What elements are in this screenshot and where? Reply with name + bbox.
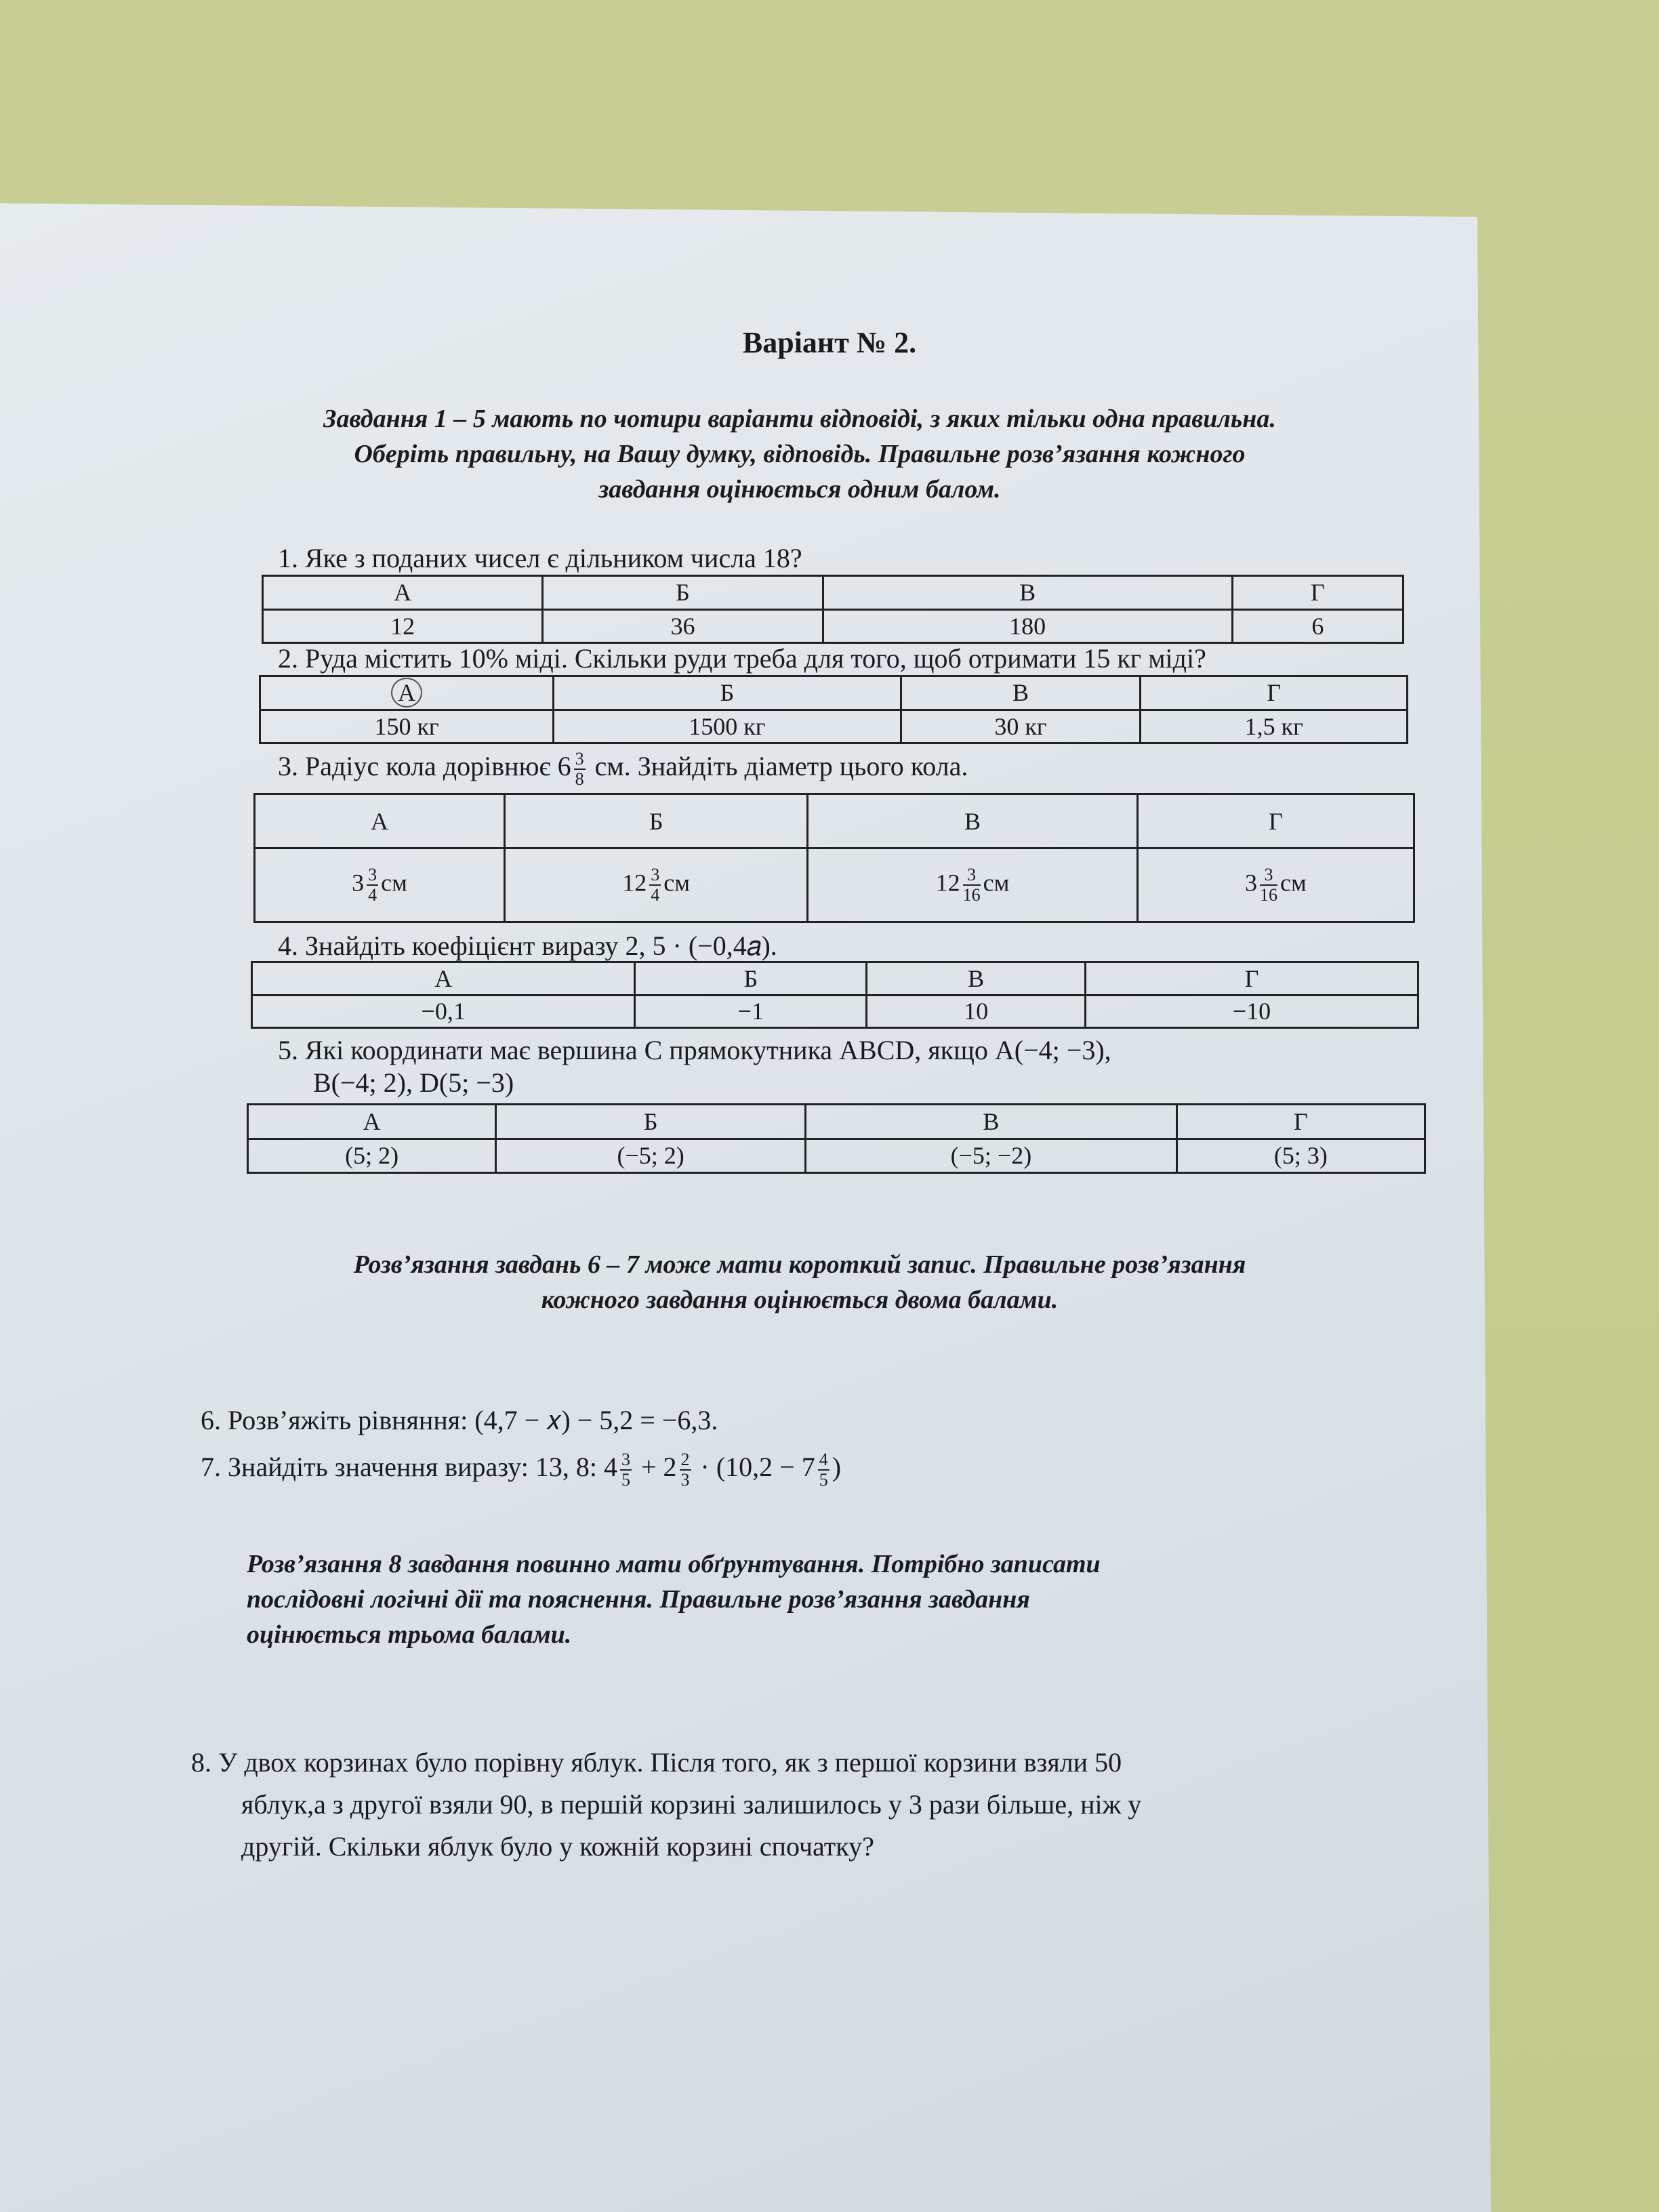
instructions-3 (247, 1547, 1399, 1652)
instruction-line: оцінюється трьома балами. (247, 1620, 572, 1649)
question-3-text-end: см. Знайдіть діаметр цього кола. (588, 751, 968, 782)
answer-value: (5; 3) (1176, 1139, 1425, 1173)
answer-letter: В (823, 576, 1232, 610)
instruction-line: послідовні логічні дії та пояснення. Правильне розв’язання завдання (247, 1585, 1030, 1614)
question-5-line-2: B(−4; 2), D(5; −3) (313, 1067, 514, 1098)
answer-value: 12 (263, 609, 543, 643)
instruction-line: Оберіть правильну, на Вашу думку, відповідь. Правильне розв’язання кожного (354, 440, 1246, 468)
question-8 (191, 1742, 1141, 1868)
instruction-line: Розв’язання 8 завдання повинно мати обґрунтування. Потрібно записати (247, 1550, 1101, 1578)
question-8-line-3: другій. Скільки яблук було у кожній корзині спочатку? (241, 1831, 874, 1862)
answer-letter: А (252, 962, 635, 996)
question-3 (278, 750, 968, 789)
page-title: Варіант № 2. (742, 326, 917, 359)
fraction: $\frac{4}{5}$ (819, 1450, 828, 1490)
fraction: $\frac{2}{3}$ (680, 1450, 690, 1490)
answer-letter: Г (1086, 962, 1418, 996)
answer-value: 10 (867, 995, 1086, 1028)
answer-value: 1,5 кг (1141, 710, 1408, 743)
circled-answer-letter: А (391, 678, 422, 708)
fraction: $\frac{3}{5}$ (621, 1450, 630, 1490)
question-8-line-1: 8. У двох корзинах було порівну яблук. Після того, як з першої корзини взяли 50 (191, 1747, 1122, 1778)
question-1: 1. Яке з поданих чисел є дільником числа 18? (278, 543, 802, 573)
answer-letter: Б (554, 676, 901, 710)
answer-value: 12 $\frac{3}{16}$ см (808, 848, 1138, 922)
answer-letter: Б (496, 1105, 806, 1139)
answer-value: 3 $\frac{3}{16}$ см (1137, 848, 1414, 922)
answer-value: (−5; −2) (806, 1139, 1177, 1173)
answer-letter: Б (635, 962, 867, 996)
answer-value: 12 $\frac{3}{4}$ см (504, 848, 807, 922)
answer-letter: Г (1176, 1105, 1425, 1139)
answer-letter: В (806, 1105, 1177, 1139)
answers-table-2 (259, 675, 1408, 744)
instructions-2 (190, 1247, 1410, 1317)
fraction: $\frac{3}{4}$ (651, 865, 660, 905)
fraction: $\frac{3}{4}$ (368, 865, 377, 905)
answer-value: −1 (635, 995, 867, 1028)
answer-value: −10 (1086, 995, 1418, 1028)
answer-value: 180 (823, 609, 1232, 643)
instruction-line: Розв’язання завдань 6 – 7 може мати короткий запис. Правильне розв’язання (353, 1250, 1246, 1279)
question-5 (278, 1034, 1111, 1099)
answer-value: 150 кг (260, 710, 554, 743)
answers-table-5 (247, 1103, 1426, 1174)
question-6: 6. Розв’яжіть рівняння: (4,7 − 𝑥) − 5,2 = −6,3. (201, 1405, 718, 1435)
answer-letter: Б (504, 794, 807, 848)
answer-letter: В (808, 794, 1138, 848)
answer-letter: Б (543, 576, 823, 610)
question-8-line-2: яблук,а з другої взяли 90, в першій корзині залишилось у 3 рази більше, ніж у (241, 1789, 1142, 1820)
answer-value: (5; 2) (248, 1139, 496, 1173)
answer-letter: В (901, 676, 1141, 710)
answer-value: 36 (543, 609, 823, 643)
answer-letter: Г (1137, 794, 1414, 848)
answers-table-4 (251, 961, 1419, 1029)
answer-value: −0,1 (252, 995, 635, 1028)
answer-letter: А (263, 576, 543, 610)
answer-value: (−5; 2) (496, 1139, 806, 1173)
instruction-line: кожного завдання оцінюється двома балами. (541, 1286, 1059, 1314)
answer-letter: Г (1141, 676, 1408, 710)
answer-value: 30 кг (901, 710, 1141, 743)
fraction: $\frac{3}{16}$ (1260, 865, 1278, 905)
answers-table-1 (262, 575, 1404, 644)
instructions-1 (190, 401, 1410, 507)
answer-letter: А (255, 794, 505, 848)
instruction-line: Завдання 1 – 5 мають по чотири варіанти відповіді, з яких тільки одна правильна. (323, 405, 1276, 433)
question-4: 4. Знайдіть коефіцієнт виразу 2, 5 · (−0,4𝑎). (278, 930, 777, 961)
question-2: 2. Руда містить 10% міді. Скільки руди треба для того, щоб отримати 15 кг міді? (278, 643, 1206, 674)
answers-table-3 (253, 793, 1415, 923)
answer-letter: Г (1232, 576, 1403, 610)
fraction: $\frac{3}{8}$ (575, 749, 584, 789)
answer-letter: А (248, 1105, 496, 1139)
instruction-line: завдання оцінюється одним балом. (598, 475, 1001, 504)
question-3-text: 3. Радіус кола дорівнює 6 (278, 751, 571, 782)
question-5-line-1: 5. Які координати має вершина С прямокутника ABCD, якщо A(−4; −3), (278, 1035, 1111, 1065)
question-7: 7. Знайдіть значення виразу: 13, 8: 4 $\frac{3}{5}$ + 2 $\frac{2}{3}$ · (10,2 − 7 $\frac{4}{5}$ ) (201, 1450, 842, 1490)
answer-value: 3 $\frac{3}{4}$ см (255, 848, 505, 922)
answer-value: 6 (1232, 609, 1403, 643)
answer-value: 1500 кг (554, 710, 901, 743)
fraction: $\frac{3}{16}$ (962, 865, 981, 905)
answer-letter: В (867, 962, 1086, 996)
